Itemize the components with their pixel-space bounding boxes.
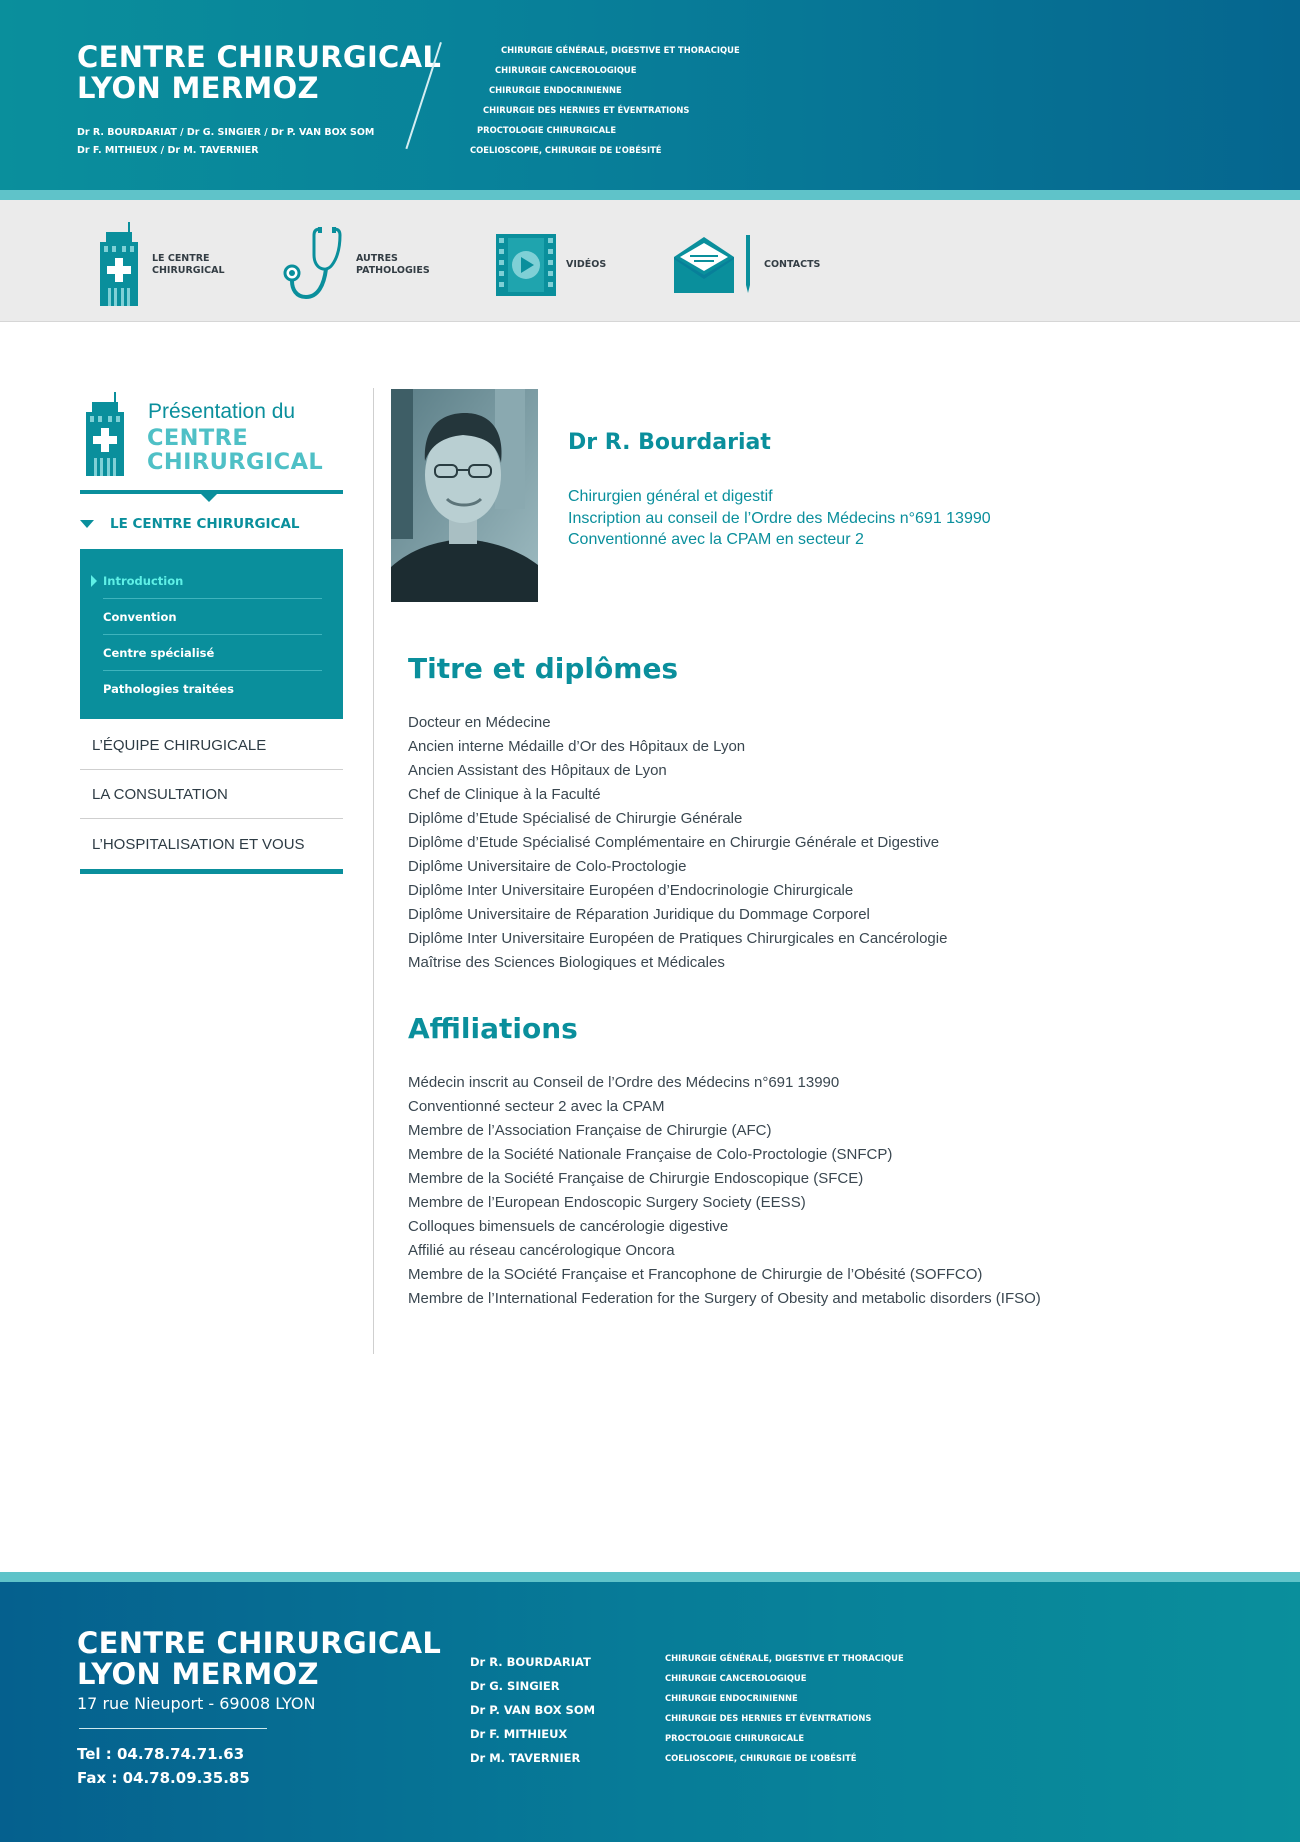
doctor-info-line: Conventionné avec la CPAM en secteur 2 <box>568 531 864 548</box>
list-item: Diplôme Inter Universitaire Européen d’Endocrinologie Chirurgicale <box>408 882 854 899</box>
sidebar-heading <box>80 388 343 493</box>
site-title[interactable] <box>77 42 441 104</box>
sidebar-bottom-rule <box>80 869 343 874</box>
nav-label <box>356 253 446 277</box>
header-specialty: CHIRURGIE ENDOCRINIENNE <box>489 85 622 95</box>
nav-item-contacts[interactable] <box>674 220 854 310</box>
nav-label-line1: VIDÉOS <box>566 259 607 270</box>
hospital-icon <box>98 222 142 308</box>
list-item: Maîtrise des Sciences Biologiques et Médicales <box>408 954 725 971</box>
header-doctors-line2: Dr F. MITHIEUX / Dr M. TAVERNIER <box>77 145 259 156</box>
video-icon <box>496 234 556 296</box>
header-specialty: CHIRURGIE CANCEROLOGIQUE <box>495 65 637 75</box>
list-item: Ancien interne Médaille d’Or des Hôpitaux de Lyon <box>408 738 746 755</box>
site-title-line1: CENTRE CHIRURGICAL <box>77 40 442 74</box>
footer-doctor[interactable]: Dr M. TAVERNIER <box>470 1751 581 1765</box>
nav-label-line1: AUTRES <box>356 253 398 264</box>
header-doctors <box>77 124 374 160</box>
list-item: Membre de l’International Federation for the Surgery of Obesity and metabolic disorders (IFSO) <box>408 1290 1041 1307</box>
list-item: Membre de la Société Française de Chirurgie Endoscopique (SFCE) <box>408 1170 864 1187</box>
nav-item-videos[interactable] <box>496 220 656 310</box>
header-specialty: CHIRURGIE GÉNÉRALE, DIGESTIVE ET THORACIQUE <box>501 45 740 55</box>
affiliations-list <box>408 1071 1041 1311</box>
nav-label-line2: CHIRURGICAL <box>152 265 225 276</box>
footer-title <box>77 1628 441 1690</box>
list-item: Affilié au réseau cancérologique Oncora <box>408 1242 675 1259</box>
sidebar-section-toggle[interactable] <box>80 512 343 536</box>
site-header <box>0 0 1300 190</box>
list-item: Diplôme d’Etude Spécialisé de Chirurgie Générale <box>408 810 743 827</box>
list-item: Diplôme Inter Universitaire Européen de Pratiques Chirurgicales en Cancérologie <box>408 930 948 947</box>
list-item: Membre de la SOciété Française et Francophone de Chirurgie de l’Obésité (SOFFCO) <box>408 1266 983 1283</box>
list-item: Docteur en Médecine <box>408 714 551 731</box>
doctor-photo <box>391 389 538 602</box>
sidebar-item-hospitalisation[interactable]: L’HOSPITALISATION ET VOUS <box>92 836 305 853</box>
sidebar-heading-small: Présentation du <box>148 400 296 423</box>
envelope-icon <box>674 235 754 295</box>
main-navbar <box>0 200 1300 322</box>
list-item: Diplôme Universitaire de Colo-Proctologie <box>408 858 687 875</box>
list-item: Colloques bimensuels de cancérologie digestive <box>408 1218 729 1235</box>
footer-doctor[interactable]: Dr G. SINGIER <box>470 1679 560 1693</box>
footer-tel[interactable]: Tel : 04.78.74.71.63 <box>77 1745 245 1763</box>
sidebar-item-equipe[interactable]: L’ÉQUIPE CHIRUGICALE <box>80 721 343 770</box>
sidebar-section-label: LE CENTRE CHIRURGICAL <box>110 516 300 532</box>
footer-accent-strip <box>0 1572 1300 1582</box>
section-title-affiliations: Affiliations <box>408 1012 578 1045</box>
list-item: Diplôme d’Etude Spécialisé Complémentaire en Chirurgie Générale et Digestive <box>408 834 940 851</box>
nav-label <box>566 259 656 271</box>
hospital-icon <box>84 392 128 478</box>
footer-specialty[interactable]: CHIRURGIE CANCEROLOGIQUE <box>665 1673 807 1683</box>
list-item: Chef de Clinique à la Faculté <box>408 786 601 803</box>
site-footer <box>0 1582 1300 1842</box>
header-specialty: PROCTOLOGIE CHIRURGICALE <box>477 125 617 135</box>
header-accent-strip <box>0 190 1300 200</box>
footer-address: 17 rue Nieuport - 69008 LYON <box>77 1694 316 1713</box>
header-specialties <box>466 40 740 160</box>
list-item: Conventionné secteur 2 avec la CPAM <box>408 1098 665 1115</box>
nav-label-line1: CONTACTS <box>764 259 821 270</box>
list-item: Membre de l’European Endoscopic Surgery Society (EESS) <box>408 1194 806 1211</box>
footer-doctor[interactable]: Dr R. BOURDARIAT <box>470 1655 591 1669</box>
doctor-portrait-image <box>391 389 538 602</box>
subnav-item-centre-specialise[interactable]: Centre spécialisé <box>103 635 322 671</box>
footer-phones <box>77 1742 250 1790</box>
subnav-item-pathologies[interactable]: Pathologies traitées <box>103 682 234 696</box>
doctor-info-line: Inscription au conseil de l’Ordre des Médecins n°691 13990 <box>568 509 991 527</box>
footer-doctor[interactable]: Dr P. VAN BOX SOM <box>470 1703 596 1717</box>
footer-specialty[interactable]: COELIOSCOPIE, CHIRURGIE DE L’OBÉSITÉ <box>665 1753 857 1763</box>
stethoscope-icon <box>282 225 346 305</box>
list-item: Membre de l’Association Française de Chirurgie (AFC) <box>408 1122 772 1139</box>
footer-specialty[interactable]: CHIRURGIE GÉNÉRALE, DIGESTIVE ET THORACIQUE <box>665 1653 904 1663</box>
list-item: Ancien Assistant des Hôpitaux de Lyon <box>408 762 667 779</box>
footer-specialty[interactable]: CHIRURGIE ENDOCRINIENNE <box>665 1693 798 1703</box>
footer-specialty[interactable]: CHIRURGIE DES HERNIES ET ÉVENTRATIONS <box>665 1713 872 1723</box>
site-title-line2: LYON MERMOZ <box>77 71 319 105</box>
footer-specialty[interactable]: PROCTOLOGIE CHIRURGICALE <box>665 1733 805 1743</box>
header-doctors-line1: Dr R. BOURDARIAT / Dr G. SINGIER / Dr P. VAN BOX SOM <box>77 127 375 138</box>
header-specialty: CHIRURGIE DES HERNIES ET ÉVENTRATIONS <box>483 105 690 115</box>
list-item: Membre de la Société Nationale Française de Colo-Proctologie (SNFCP) <box>408 1146 893 1163</box>
subnav-item-introduction[interactable]: Introduction <box>103 563 322 599</box>
footer-title-line1: CENTRE CHIRURGICAL <box>77 1626 442 1660</box>
doctor-name: Dr R. Bourdariat <box>568 430 771 455</box>
diplomes-list <box>408 711 947 975</box>
footer-doctors <box>470 1650 595 1770</box>
nav-label-line2: PATHOLOGIES <box>356 265 430 276</box>
nav-label <box>764 259 854 271</box>
footer-divider <box>79 1728 267 1729</box>
subnav-item-convention[interactable]: Convention <box>103 599 322 635</box>
sidebar-heading-big: CENTRE CHIRURGICAL <box>147 425 324 475</box>
sidebar-item-consultation[interactable]: LA CONSULTATION <box>80 770 343 819</box>
doctor-info-line: Chirurgien général et digestif <box>568 488 773 505</box>
list-item: Diplôme Universitaire de Réparation Juridique du Dommage Corporel <box>408 906 870 923</box>
footer-specialties <box>665 1648 904 1768</box>
nav-item-pathologies[interactable] <box>282 220 446 310</box>
footer-fax: Fax : 04.78.09.35.85 <box>77 1769 250 1787</box>
caret-down-icon <box>80 520 94 528</box>
list-item: Médecin inscrit au Conseil de l’Ordre des Médecins n°691 13990 <box>408 1074 840 1091</box>
section-title-diplomes: Titre et diplômes <box>408 652 679 685</box>
nav-label-line1: LE CENTRE <box>152 253 210 264</box>
sidebar-heading-rule <box>80 490 343 494</box>
footer-doctor[interactable]: Dr F. MITHIEUX <box>470 1727 568 1741</box>
footer-title-line2: LYON MERMOZ <box>77 1657 319 1691</box>
content-divider <box>373 388 374 1354</box>
nav-item-centre[interactable] <box>98 220 242 310</box>
sidebar-subnav <box>80 549 343 719</box>
header-specialty: COELIOSCOPIE, CHIRURGIE DE L’OBÉSITÉ <box>470 145 662 155</box>
doctor-info <box>568 486 991 551</box>
nav-label <box>152 253 242 277</box>
